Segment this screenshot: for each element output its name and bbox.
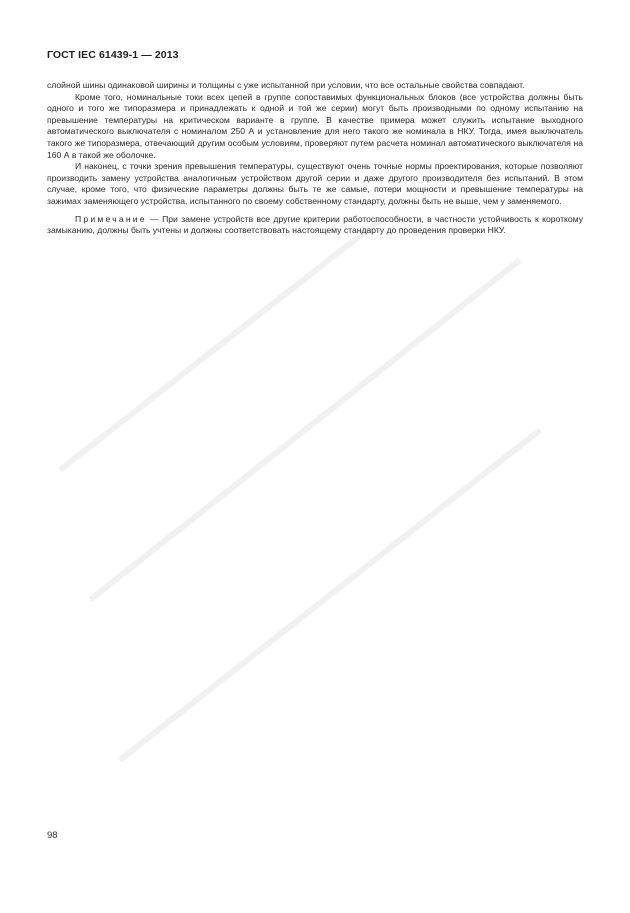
document-standard-header: ГОСТ IEC 61439-1 — 2013 [47,49,179,61]
note-label: Примечание [75,213,147,224]
document-body [47,80,583,237]
paragraph-design-rules: И наконец, с точки зрения превышения температуры, существуют очень точные нормы проектирования, которые позволяют производить замену устройства аналогичным устройством другой серии и даже другого производителя без испытаний. В этом случае, кроме того, что физические параметры должны быть те же самые, потери мощности и превышение температуры на зажимах заменяющего устройства, испытанного по своему собственному стандарту, должны быть не выше, чем у заменяемого. [47,161,583,206]
paragraph-continuation: слойной шины одинаковой ширины и толщины с уже испытанной при условии, что все остальные свойства совпадают. [47,80,525,90]
note-paragraph [47,214,583,237]
paragraph-rated-currents: Кроме того, номинальные токи всех цепей в группе сопоставимых функциональных блоков (все устройства должны быть одного и того же типоразмера и принадлежать к одной и той же серии) могут быть производными по одному испытанию на превышение температуры на критическом варианте в группе. В качестве примера может служить испытание выходного автоматического выключателя с номиналом 250 А и установление для него такого же номинала в НКУ. Тогда, имея выключатель такого же типоразмера, отвечающий другим особым условиям, проверяют путем расчета номинал автоматического выключателя на 160 А в такой же оболочке. [47,91,583,160]
note-text: — При замене устройств все другие критерии работоспособности, в частности устойчивость к короткому замыканию, должны быть учтены и должны соответствовать настоящему стандарту до проведения проверки НКУ. [47,213,583,236]
page-number: 98 [47,830,58,841]
